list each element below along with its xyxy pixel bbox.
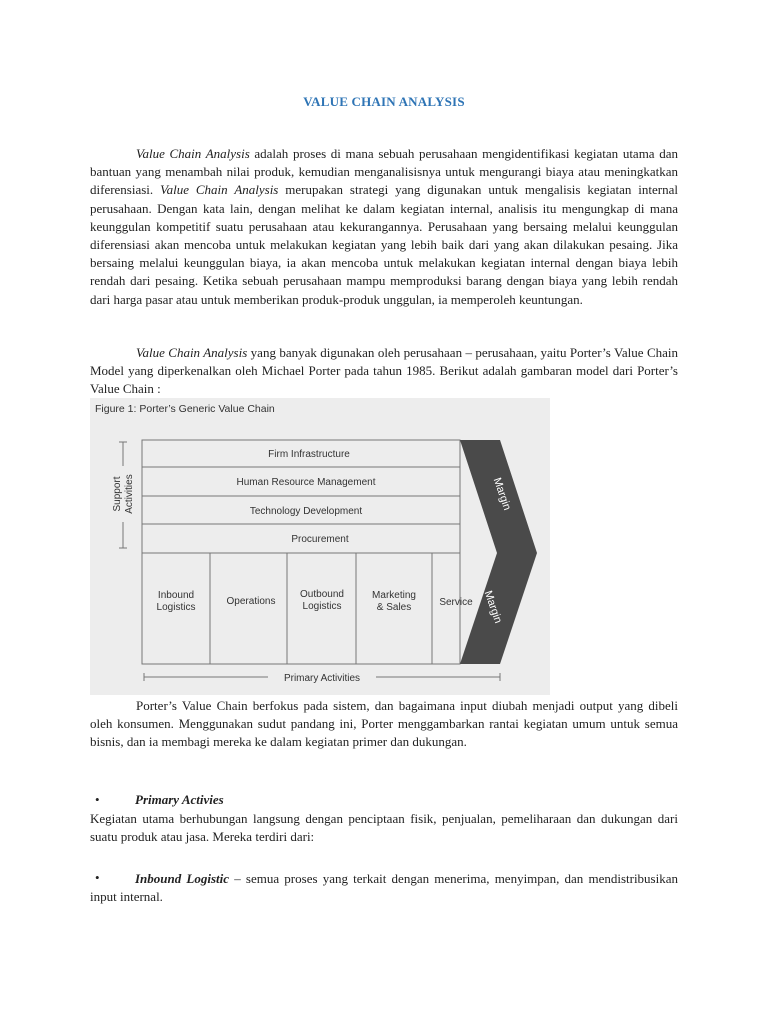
bullet-symbol: • [95,792,100,807]
support-row-hrm: Human Resource Management [236,477,376,488]
diagram-frame [142,440,460,664]
bullet-symbol: • [95,870,100,885]
support-activities-label-1: Support [112,476,123,512]
margin-label-bottom: Margin [481,589,504,625]
primary-marketing-2: & Sales [376,602,412,613]
term-italic: Value Chain Analysis [136,146,250,161]
support-row-procurement: Procurement [291,534,349,545]
value-chain-diagram [90,398,550,695]
paragraph-porter-focus: Porter’s Value Chain berfokus pada sistem, dan bagaimana input diubah menjadi output yang dibeli oleh konsumen. Menggunakan sudut pandang ini, Porter menggambarkan rantai kegiatan umum untuk semua bisnis, dan ia membagi mereka ke dalam kegiatan primer dan dukungan. [90,698,678,750]
primary-operations: Operations [226,596,276,607]
term-italic: Value Chain Analysis [136,345,248,360]
primary-activities-label: Primary Activities [283,673,361,684]
primary-marketing-1: Marketing [372,590,416,601]
document-title: VALUE CHAIN ANALYSIS [303,94,465,109]
support-row-firm-infrastructure: Firm Infrastructure [268,449,350,460]
support-row-technology: Technology Development [249,506,363,517]
term-italic: Value Chain Analysis [160,182,279,198]
bullet-heading-primary: Primary Activies [135,792,224,807]
bullet-heading-inbound: Inbound Logistic [135,871,230,886]
paragraph-intro: Value Chain Analysis adalah proses di mana sebuah perusahaan mengidentifikasi kegiatan utama dan bantuan yang menambah nilai produk, kemudian menganalisisnya untuk mengurangi biaya atau meningkatkan diferensiasi. Value Chain Analysis merupakan strategi yang digunakan untuk mengalisis kegiatan internal perusahaan. Dengan kata lain, dengan melihat ke dalam kegiatan internal, analisis itu mengungkap di mana keunggulan kompetitif suatu perusahaan atau kekurangannya. Perusahaan yang bersaing melalui keunggulan diferensiasi akan mencoba untuk melakukan kegiatan yang lebih baik dari yang akan dilakukan pesaing. Jika bersaing melalui keunggulan biaya, ia akan mencoba untuk melakukan kegiatan internal dengan biaya lebih rendah dari pesaing. Ketika sebuah perusahaan mampu memproduksi barang dengan biaya yang lebih rendah dari harga pasar atau untuk memberikan produk-produk unggulan, ia memperoleh keuntungan. [90,146,678,307]
figure-caption: Figure 1: Porter’s Generic Value Chain [95,403,275,415]
primary-service: Service [439,597,473,608]
primary-outbound-1: Outbound [300,589,344,600]
value-chain-figure [90,398,550,695]
primary-outbound-2: Logistics [302,601,342,612]
paragraph-primary-activities: Kegiatan utama berhubungan langsung dengan penciptaan fisik, penjualan, pemeliharaan dan dukungan dari suatu produk atau jasa. Mereka terdiri dari: [90,811,678,845]
margin-label-top: Margin [490,476,513,512]
margin-chevron [460,440,537,664]
paragraph-porter-intro: Value Chain Analysis yang banyak digunakan oleh perusahaan – perusahaan, yaitu Porter’s Value Chain Model yang diperkenalkan oleh Michael Porter pada tahun 1985. Berikut adalah gambaran model dari Porter’s Value Chain : [90,345,678,397]
support-activities-label-2: Activities [124,474,135,514]
primary-inbound-1: Inbound [157,590,195,601]
paragraph-inbound-logistic: Inbound Logistic – semua proses yang terkait dengan menerima, menyimpan, dan mendistribusikan input internal. [90,871,679,905]
primary-inbound-2: Logistics [156,602,196,613]
